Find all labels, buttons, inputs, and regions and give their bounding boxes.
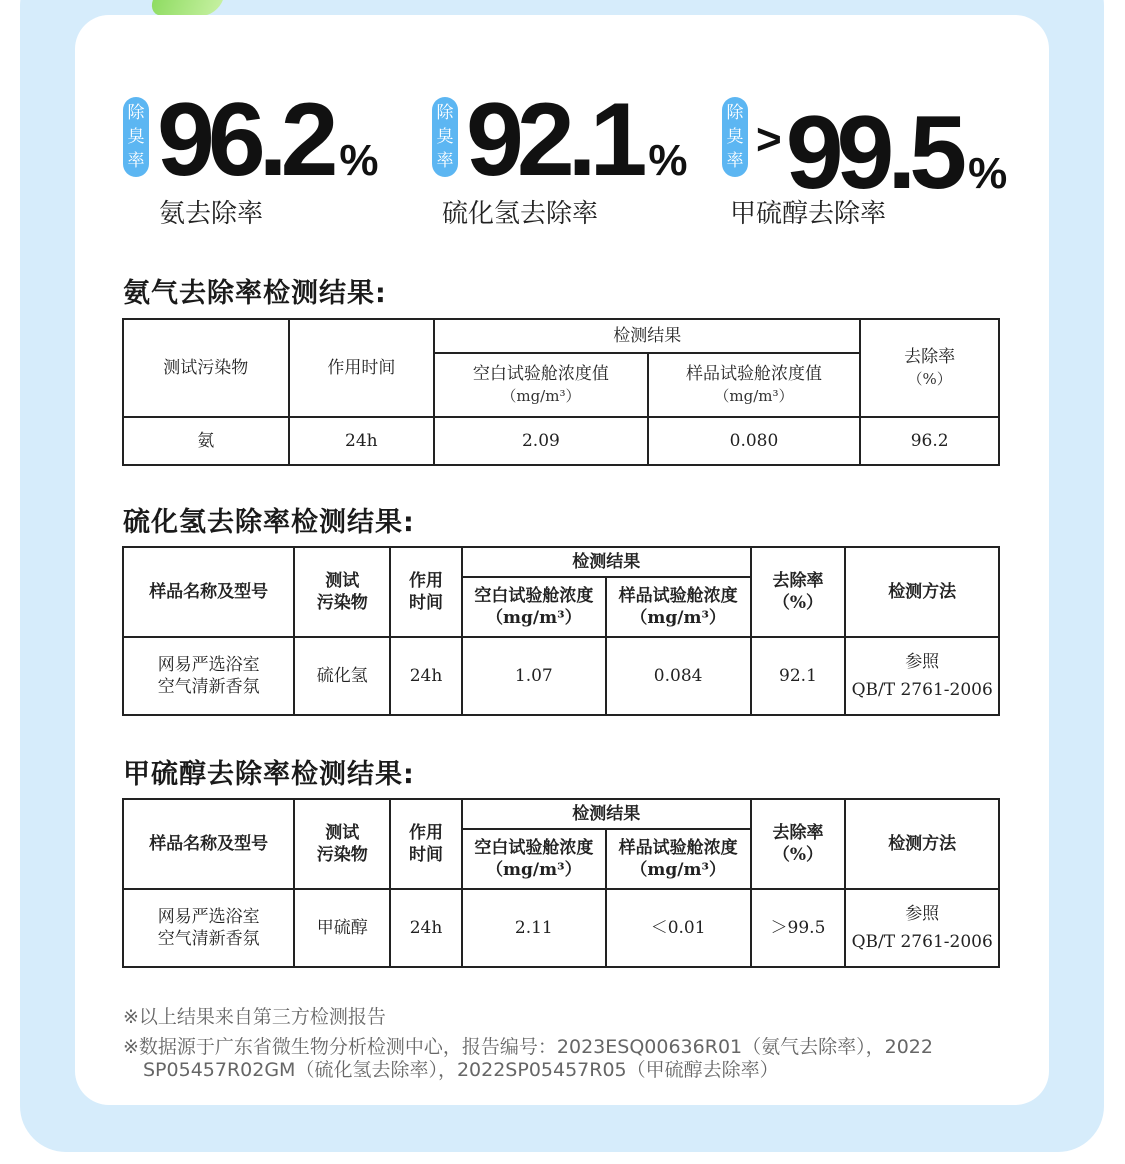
header-pollutant: 测试 污染物 [294,799,390,889]
methyl-mercaptan-result-table [122,798,1000,968]
cell-rate: 96.2 [860,417,999,465]
header-pollutant: 测试 污染物 [294,547,390,637]
section-title-hydrogen-sulfide: 硫化氢去除率检测结果: [123,507,415,538]
hydrogen-sulfide-result-table [122,546,1000,716]
stat-label: 硫化氢去除率 [442,199,599,229]
cell-pollutant: 甲硫醇 [294,889,390,967]
deodor-badge: 除 臭 率 [432,97,458,177]
header-result: 检测结果 [462,799,751,829]
cell-name: 网易严选浴室 空气清新香氛 [123,637,294,715]
section-title-ammonia: 氨气去除率检测结果: [123,278,387,309]
stat-value: >99.5 % [756,95,1008,211]
header-name: 样品名称及型号 [123,547,294,637]
header-rate: 去除率 （%） [860,319,999,417]
header-rate: 去除率 （%） [751,547,846,637]
stat-label: 甲硫醇去除率 [730,199,887,229]
deodor-badge: 除 臭 率 [722,97,748,177]
cell-blank: 2.09 [434,417,648,465]
header-blank: 空白试验舱浓度值 （mg/m³） [434,353,648,417]
deodor-badge: 除 臭 率 [123,97,149,177]
footnote-report: ※数据源于广东省微生物分析检测中心，报告编号：2023ESQ00636R01（氨气去除率），2022 [123,1036,933,1058]
cell-time: 24h [390,637,462,715]
footnote-source: ※以上结果来自第三方检测报告 [123,1006,386,1028]
stat-value: 96.2 % [157,82,379,198]
footnote-report-cont: SP05457R02GM（硫化氢去除率），2022SP05457R05（甲硫醇去除率） [143,1059,779,1081]
header-time: 作用时间 [289,319,435,417]
content-card [75,15,1049,1105]
cell-pollutant: 氨 [123,417,289,465]
header-blank: 空白试验舱浓度 （mg/m³） [462,577,606,637]
cell-name: 网易严选浴室 空气清新香氛 [123,889,294,967]
cell-blank: 1.07 [462,637,606,715]
header-rate: 去除率 （%） [751,799,846,889]
cell-method: 参照 QB/T 2761-2006 [845,889,999,967]
header-result: 检测结果 [462,547,751,577]
header-name: 样品名称及型号 [123,799,294,889]
header-method: 检测方法 [845,547,999,637]
cell-blank: 2.11 [462,889,606,967]
cell-sample: 0.080 [648,417,861,465]
header-method: 检测方法 [845,799,999,889]
header-time: 作用 时间 [390,799,462,889]
header-sample: 样品试验舱浓度 （mg/m³） [606,577,751,637]
header-pollutant: 测试污染物 [123,319,289,417]
header-sample: 样品试验舱浓度值 （mg/m³） [648,353,861,417]
header-time: 作用 时间 [390,547,462,637]
ammonia-result-table [122,318,1000,466]
stat-value: 92.1 % [466,82,688,198]
header-sample: 样品试验舱浓度 （mg/m³） [606,829,751,889]
header-result: 检测结果 [434,319,860,353]
cell-method: 参照 QB/T 2761-2006 [845,637,999,715]
section-title-methyl-mercaptan: 甲硫醇去除率检测结果: [123,759,415,790]
stat-label: 氨去除率 [159,199,264,229]
header-blank: 空白试验舱浓度 （mg/m³） [462,829,606,889]
cell-time: 24h [289,417,435,465]
cell-rate: 92.1 [751,637,846,715]
cell-sample: 0.084 [606,637,751,715]
cell-sample: ＜0.01 [606,889,751,967]
cell-time: 24h [390,889,462,967]
cell-rate: ＞99.5 [751,889,846,967]
cell-pollutant: 硫化氢 [294,637,390,715]
